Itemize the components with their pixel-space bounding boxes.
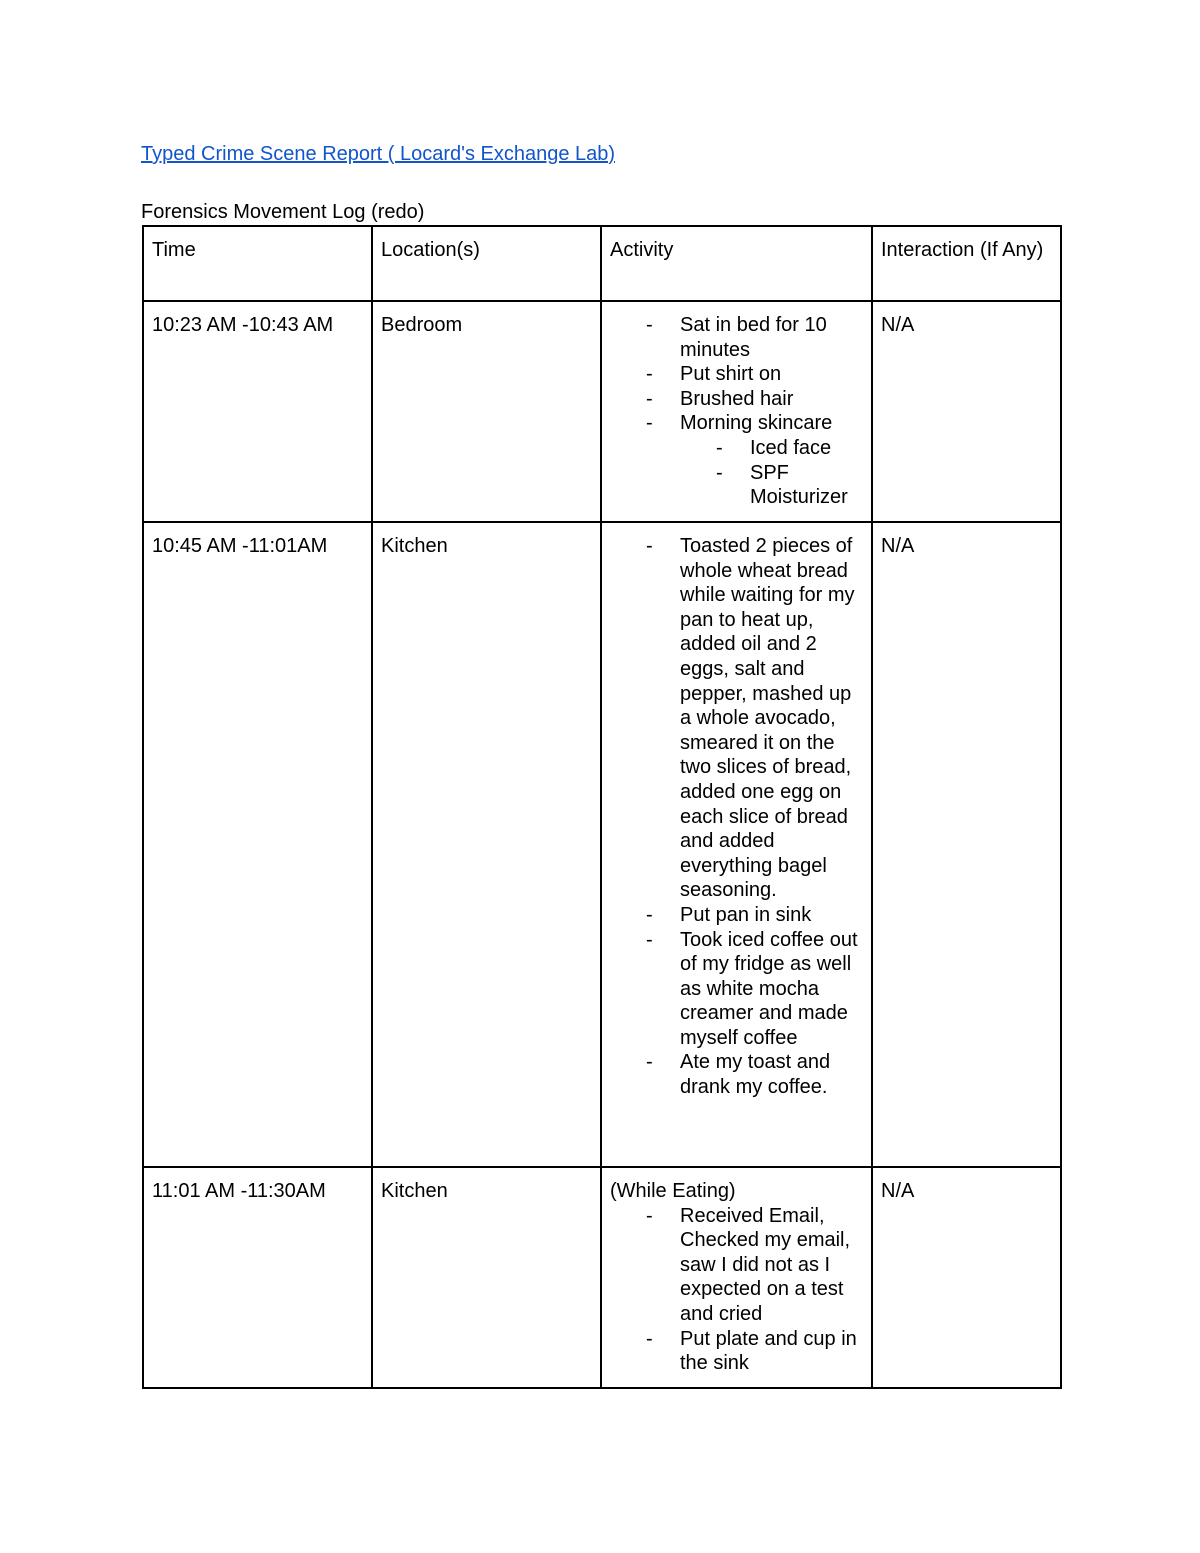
activity-list (610, 1204, 862, 1376)
sub-activity-item: - Iced face (750, 436, 862, 461)
report-title-link[interactable]: Typed Crime Scene Report ( Locard's Exchange Lab) (141, 143, 616, 165)
activity-item: - Put shirt on (680, 362, 862, 387)
cell-time: 10:45 AM -11:01AM (143, 522, 372, 1167)
cell-location: Bedroom (372, 301, 601, 522)
activity-item: - Toasted 2 pieces of whole wheat bread while waiting for my pan to heat up, added oil and 2 eggs, salt and pepper, mashed up a whole avocado, smeared it on the two slices of bread, added one egg on each slice of bread and added everything bagel seasoning. (680, 534, 862, 903)
header-location: Location(s) (372, 226, 601, 301)
cell-location: Kitchen (372, 522, 601, 1167)
activity-item: - Received Email, Checked my email, saw I did not as I expected on a test and cried (680, 1204, 862, 1327)
cell-time: 10:23 AM -10:43 AM (143, 301, 372, 522)
header-interaction: Interaction (If Any) (872, 226, 1061, 301)
sub-activity-list (680, 436, 862, 510)
activity-intro: (While Eating) (610, 1180, 736, 1202)
header-activity: Activity (601, 226, 872, 301)
activity-list (610, 313, 862, 510)
cell-activity (601, 301, 872, 522)
movement-log-heading: Forensics Movement Log (redo) (141, 201, 425, 223)
activity-item: - Sat in bed for 10 minutes (680, 313, 862, 362)
header-time: Time (143, 226, 372, 301)
activity-item-label: Morning skincare (680, 412, 833, 435)
movement-log-table (142, 225, 1062, 1389)
cell-activity (601, 1167, 872, 1388)
table-header-row (143, 226, 1061, 301)
cell-interaction: N/A (872, 522, 1061, 1167)
cell-time: 11:01 AM -11:30AM (143, 1167, 372, 1388)
activity-item: - Put plate and cup in the sink (680, 1327, 862, 1376)
cell-location: Kitchen (372, 1167, 601, 1388)
activity-list (610, 534, 862, 1100)
cell-interaction: N/A (872, 301, 1061, 522)
table-row (143, 522, 1061, 1167)
cell-activity (601, 522, 872, 1167)
activity-item: - Ate my toast and drank my coffee. (680, 1050, 862, 1099)
activity-item: - Brushed hair (680, 387, 862, 412)
table-row (143, 301, 1061, 522)
activity-item (680, 411, 862, 509)
sub-activity-item: - SPF Moisturizer (750, 461, 862, 510)
activity-item: - Put pan in sink (680, 903, 862, 928)
activity-item: - Took iced coffee out of my fridge as well as white mocha creamer and made myself coffee (680, 928, 862, 1051)
table-row (143, 1167, 1061, 1388)
cell-interaction: N/A (872, 1167, 1061, 1388)
